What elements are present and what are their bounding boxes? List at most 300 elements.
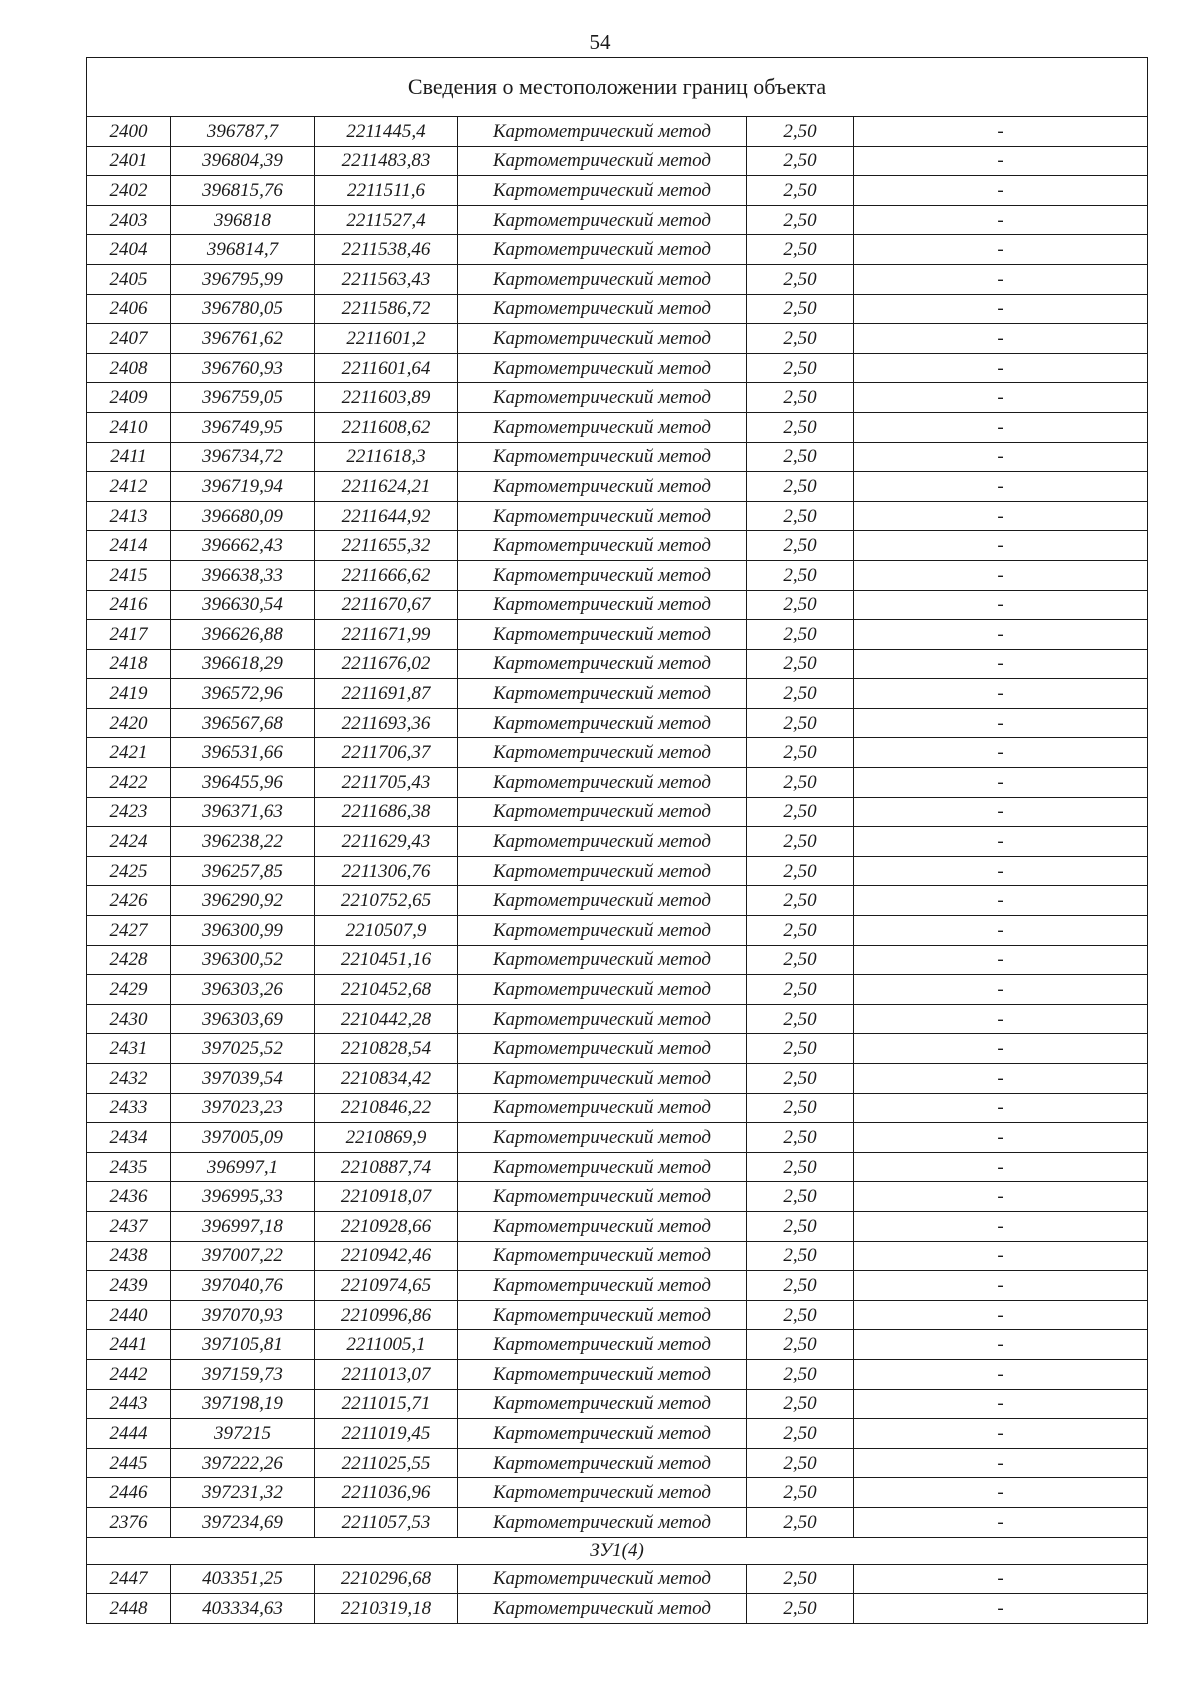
table-row	[87, 975, 1148, 1005]
point-number-cell: 2376	[87, 1507, 171, 1537]
x-coordinate-cell: 397039,54	[171, 1064, 315, 1094]
method-cell: Картометрический метод	[458, 324, 747, 354]
x-coordinate-cell: 396760,93	[171, 353, 315, 383]
accuracy-cell: 2,50	[747, 412, 854, 442]
description-cell: -	[854, 117, 1148, 147]
method-cell: Картометрический метод	[458, 1300, 747, 1330]
description-cell: -	[854, 1330, 1148, 1360]
point-number-cell: 2405	[87, 264, 171, 294]
x-coordinate-cell: 396662,43	[171, 531, 315, 561]
accuracy-cell: 2,50	[747, 1241, 854, 1271]
y-coordinate-cell: 2210869,9	[315, 1123, 458, 1153]
accuracy-cell: 2,50	[747, 1330, 854, 1360]
table-title-row	[87, 58, 1148, 117]
method-cell: Картометрический метод	[458, 649, 747, 679]
description-cell: -	[854, 708, 1148, 738]
method-cell: Картометрический метод	[458, 1034, 747, 1064]
method-cell: Картометрический метод	[458, 264, 747, 294]
y-coordinate-cell: 2211676,02	[315, 649, 458, 679]
x-coordinate-cell: 396238,22	[171, 827, 315, 857]
description-cell: -	[854, 886, 1148, 916]
point-number-cell: 2429	[87, 975, 171, 1005]
y-coordinate-cell: 2210887,74	[315, 1152, 458, 1182]
method-cell: Картометрический метод	[458, 1564, 747, 1594]
y-coordinate-cell: 2211483,83	[315, 146, 458, 176]
accuracy-cell: 2,50	[747, 1478, 854, 1508]
x-coordinate-cell: 396303,26	[171, 975, 315, 1005]
y-coordinate-cell: 2211624,21	[315, 472, 458, 502]
table-row	[87, 649, 1148, 679]
method-cell: Картометрический метод	[458, 1271, 747, 1301]
point-number-cell: 2424	[87, 827, 171, 857]
y-coordinate-cell: 2211538,46	[315, 235, 458, 265]
y-coordinate-cell: 2210996,86	[315, 1300, 458, 1330]
x-coordinate-cell: 396567,68	[171, 708, 315, 738]
x-coordinate-cell: 396300,99	[171, 916, 315, 946]
point-number-cell: 2448	[87, 1594, 171, 1624]
accuracy-cell: 2,50	[747, 797, 854, 827]
x-coordinate-cell: 396371,63	[171, 797, 315, 827]
accuracy-cell: 2,50	[747, 590, 854, 620]
point-number-cell: 2433	[87, 1093, 171, 1123]
method-cell: Картометрический метод	[458, 205, 747, 235]
x-coordinate-cell: 403334,63	[171, 1594, 315, 1624]
point-number-cell: 2430	[87, 1004, 171, 1034]
table-row	[87, 1448, 1148, 1478]
table-row	[87, 1330, 1148, 1360]
point-number-cell: 2408	[87, 353, 171, 383]
accuracy-cell: 2,50	[747, 679, 854, 709]
accuracy-cell: 2,50	[747, 1594, 854, 1624]
table-row	[87, 472, 1148, 502]
x-coordinate-cell: 396719,94	[171, 472, 315, 502]
section-label: ЗУ1(4)	[87, 1537, 1148, 1564]
accuracy-cell: 2,50	[747, 768, 854, 798]
table-row	[87, 590, 1148, 620]
x-coordinate-cell: 396804,39	[171, 146, 315, 176]
y-coordinate-cell: 2211691,87	[315, 679, 458, 709]
table-row	[87, 1241, 1148, 1271]
y-coordinate-cell: 2211670,67	[315, 590, 458, 620]
table-row	[87, 708, 1148, 738]
y-coordinate-cell: 2211527,4	[315, 205, 458, 235]
point-number-cell: 2413	[87, 501, 171, 531]
table-row	[87, 1359, 1148, 1389]
method-cell: Картометрический метод	[458, 797, 747, 827]
x-coordinate-cell: 396997,1	[171, 1152, 315, 1182]
method-cell: Картометрический метод	[458, 531, 747, 561]
accuracy-cell: 2,50	[747, 1448, 854, 1478]
x-coordinate-cell: 397005,09	[171, 1123, 315, 1153]
description-cell: -	[854, 1448, 1148, 1478]
table-row	[87, 1507, 1148, 1537]
description-cell: -	[854, 531, 1148, 561]
x-coordinate-cell: 397234,69	[171, 1507, 315, 1537]
x-coordinate-cell: 396795,99	[171, 264, 315, 294]
table-row	[87, 1152, 1148, 1182]
x-coordinate-cell: 396303,69	[171, 1004, 315, 1034]
point-number-cell: 2427	[87, 916, 171, 946]
accuracy-cell: 2,50	[747, 1389, 854, 1419]
point-number-cell: 2407	[87, 324, 171, 354]
table-row	[87, 294, 1148, 324]
point-number-cell: 2425	[87, 856, 171, 886]
accuracy-cell: 2,50	[747, 1507, 854, 1537]
accuracy-cell: 2,50	[747, 1182, 854, 1212]
description-cell: -	[854, 1123, 1148, 1153]
method-cell: Картометрический метод	[458, 590, 747, 620]
method-cell: Картометрический метод	[458, 768, 747, 798]
point-number-cell: 2423	[87, 797, 171, 827]
method-cell: Картометрический метод	[458, 1359, 747, 1389]
x-coordinate-cell: 396759,05	[171, 383, 315, 413]
accuracy-cell: 2,50	[747, 916, 854, 946]
method-cell: Картометрический метод	[458, 501, 747, 531]
x-coordinate-cell: 397023,23	[171, 1093, 315, 1123]
point-number-cell: 2410	[87, 412, 171, 442]
table-row	[87, 916, 1148, 946]
method-cell: Картометрический метод	[458, 1389, 747, 1419]
y-coordinate-cell: 2210319,18	[315, 1594, 458, 1624]
x-coordinate-cell: 397105,81	[171, 1330, 315, 1360]
table-row	[87, 442, 1148, 472]
y-coordinate-cell: 2210828,54	[315, 1034, 458, 1064]
y-coordinate-cell: 2211563,43	[315, 264, 458, 294]
accuracy-cell: 2,50	[747, 472, 854, 502]
y-coordinate-cell: 2211686,38	[315, 797, 458, 827]
x-coordinate-cell: 396572,96	[171, 679, 315, 709]
table-row	[87, 738, 1148, 768]
accuracy-cell: 2,50	[747, 1093, 854, 1123]
y-coordinate-cell: 2211036,96	[315, 1478, 458, 1508]
description-cell: -	[854, 1507, 1148, 1537]
point-number-cell: 2417	[87, 620, 171, 650]
table-row	[87, 324, 1148, 354]
description-cell: -	[854, 1419, 1148, 1449]
method-cell: Картометрический метод	[458, 1123, 747, 1153]
point-number-cell: 2422	[87, 768, 171, 798]
y-coordinate-cell: 2210452,68	[315, 975, 458, 1005]
y-coordinate-cell: 2210442,28	[315, 1004, 458, 1034]
method-cell: Картометрический метод	[458, 472, 747, 502]
description-cell: -	[854, 738, 1148, 768]
accuracy-cell: 2,50	[747, 1034, 854, 1064]
method-cell: Картометрический метод	[458, 1004, 747, 1034]
method-cell: Картометрический метод	[458, 886, 747, 916]
table-row	[87, 1093, 1148, 1123]
description-cell: -	[854, 560, 1148, 590]
point-number-cell: 2442	[87, 1359, 171, 1389]
x-coordinate-cell: 397070,93	[171, 1300, 315, 1330]
method-cell: Картометрический метод	[458, 176, 747, 206]
point-number-cell: 2401	[87, 146, 171, 176]
description-cell: -	[854, 856, 1148, 886]
point-number-cell: 2439	[87, 1271, 171, 1301]
description-cell: -	[854, 205, 1148, 235]
table-row	[87, 1478, 1148, 1508]
y-coordinate-cell: 2210942,46	[315, 1241, 458, 1271]
method-cell: Картометрический метод	[458, 146, 747, 176]
point-number-cell: 2438	[87, 1241, 171, 1271]
y-coordinate-cell: 2211706,37	[315, 738, 458, 768]
y-coordinate-cell: 2210296,68	[315, 1564, 458, 1594]
table-row	[87, 117, 1148, 147]
accuracy-cell: 2,50	[747, 1359, 854, 1389]
method-cell: Картометрический метод	[458, 1093, 747, 1123]
y-coordinate-cell: 2211603,89	[315, 383, 458, 413]
description-cell: -	[854, 1359, 1148, 1389]
point-number-cell: 2445	[87, 1448, 171, 1478]
point-number-cell: 2444	[87, 1419, 171, 1449]
description-cell: -	[854, 797, 1148, 827]
point-number-cell: 2441	[87, 1330, 171, 1360]
y-coordinate-cell: 2211015,71	[315, 1389, 458, 1419]
accuracy-cell: 2,50	[747, 560, 854, 590]
method-cell: Картометрический метод	[458, 916, 747, 946]
accuracy-cell: 2,50	[747, 531, 854, 561]
point-number-cell: 2409	[87, 383, 171, 413]
point-number-cell: 2421	[87, 738, 171, 768]
y-coordinate-cell: 2211601,64	[315, 353, 458, 383]
method-cell: Картометрический метод	[458, 1478, 747, 1508]
method-cell: Картометрический метод	[458, 1182, 747, 1212]
table-row	[87, 560, 1148, 590]
x-coordinate-cell: 396749,95	[171, 412, 315, 442]
table-row	[87, 383, 1148, 413]
y-coordinate-cell: 2210507,9	[315, 916, 458, 946]
table-row	[87, 797, 1148, 827]
table-row	[87, 501, 1148, 531]
y-coordinate-cell: 2211705,43	[315, 768, 458, 798]
y-coordinate-cell: 2210974,65	[315, 1271, 458, 1301]
method-cell: Картометрический метод	[458, 1448, 747, 1478]
x-coordinate-cell: 396300,52	[171, 945, 315, 975]
table-row	[87, 176, 1148, 206]
accuracy-cell: 2,50	[747, 501, 854, 531]
method-cell: Картометрический метод	[458, 235, 747, 265]
point-number-cell: 2437	[87, 1211, 171, 1241]
x-coordinate-cell: 397040,76	[171, 1271, 315, 1301]
table-title: Сведения о местоположении границ объекта	[87, 58, 1148, 117]
point-number-cell: 2446	[87, 1478, 171, 1508]
table-row	[87, 1300, 1148, 1330]
accuracy-cell: 2,50	[747, 1064, 854, 1094]
x-coordinate-cell: 403351,25	[171, 1564, 315, 1594]
method-cell: Картометрический метод	[458, 827, 747, 857]
table-row	[87, 945, 1148, 975]
x-coordinate-cell: 396531,66	[171, 738, 315, 768]
description-cell: -	[854, 1211, 1148, 1241]
description-cell: -	[854, 1564, 1148, 1594]
point-number-cell: 2403	[87, 205, 171, 235]
table-row	[87, 1182, 1148, 1212]
description-cell: -	[854, 1478, 1148, 1508]
y-coordinate-cell: 2210928,66	[315, 1211, 458, 1241]
description-cell: -	[854, 975, 1148, 1005]
x-coordinate-cell: 397159,73	[171, 1359, 315, 1389]
method-cell: Картометрический метод	[458, 1330, 747, 1360]
x-coordinate-cell: 396815,76	[171, 176, 315, 206]
accuracy-cell: 2,50	[747, 1271, 854, 1301]
accuracy-cell: 2,50	[747, 146, 854, 176]
y-coordinate-cell: 2211644,92	[315, 501, 458, 531]
point-number-cell: 2436	[87, 1182, 171, 1212]
method-cell: Картометрический метод	[458, 945, 747, 975]
table-row	[87, 264, 1148, 294]
accuracy-cell: 2,50	[747, 353, 854, 383]
y-coordinate-cell: 2211618,3	[315, 442, 458, 472]
description-cell: -	[854, 827, 1148, 857]
method-cell: Картометрический метод	[458, 560, 747, 590]
description-cell: -	[854, 235, 1148, 265]
accuracy-cell: 2,50	[747, 827, 854, 857]
accuracy-cell: 2,50	[747, 620, 854, 650]
x-coordinate-cell: 396618,29	[171, 649, 315, 679]
accuracy-cell: 2,50	[747, 1300, 854, 1330]
point-number-cell: 2434	[87, 1123, 171, 1153]
x-coordinate-cell: 396995,33	[171, 1182, 315, 1212]
table-row	[87, 768, 1148, 798]
description-cell: -	[854, 945, 1148, 975]
y-coordinate-cell: 2211019,45	[315, 1419, 458, 1449]
method-cell: Картометрический метод	[458, 679, 747, 709]
x-coordinate-cell: 396734,72	[171, 442, 315, 472]
method-cell: Картометрический метод	[458, 1152, 747, 1182]
table-row	[87, 679, 1148, 709]
description-cell: -	[854, 768, 1148, 798]
description-cell: -	[854, 176, 1148, 206]
y-coordinate-cell: 2210834,42	[315, 1064, 458, 1094]
description-cell: -	[854, 1034, 1148, 1064]
description-cell: -	[854, 620, 1148, 650]
method-cell: Картометрический метод	[458, 708, 747, 738]
accuracy-cell: 2,50	[747, 205, 854, 235]
description-cell: -	[854, 1300, 1148, 1330]
point-number-cell: 2416	[87, 590, 171, 620]
description-cell: -	[854, 324, 1148, 354]
x-coordinate-cell: 397222,26	[171, 1448, 315, 1478]
x-coordinate-cell: 397198,19	[171, 1389, 315, 1419]
accuracy-cell: 2,50	[747, 442, 854, 472]
y-coordinate-cell: 2210752,65	[315, 886, 458, 916]
y-coordinate-cell: 2211666,62	[315, 560, 458, 590]
y-coordinate-cell: 2211511,6	[315, 176, 458, 206]
description-cell: -	[854, 294, 1148, 324]
point-number-cell: 2402	[87, 176, 171, 206]
y-coordinate-cell: 2211601,2	[315, 324, 458, 354]
description-cell: -	[854, 1594, 1148, 1624]
description-cell: -	[854, 264, 1148, 294]
x-coordinate-cell: 396780,05	[171, 294, 315, 324]
table-row	[87, 1419, 1148, 1449]
method-cell: Картометрический метод	[458, 117, 747, 147]
point-number-cell: 2435	[87, 1152, 171, 1182]
method-cell: Картометрический метод	[458, 442, 747, 472]
description-cell: -	[854, 1004, 1148, 1034]
y-coordinate-cell: 2211306,76	[315, 856, 458, 886]
method-cell: Картометрический метод	[458, 620, 747, 650]
y-coordinate-cell: 2210846,22	[315, 1093, 458, 1123]
description-cell: -	[854, 1389, 1148, 1419]
y-coordinate-cell: 2211013,07	[315, 1359, 458, 1389]
accuracy-cell: 2,50	[747, 738, 854, 768]
method-cell: Картометрический метод	[458, 1419, 747, 1449]
accuracy-cell: 2,50	[747, 708, 854, 738]
accuracy-cell: 2,50	[747, 383, 854, 413]
point-number-cell: 2406	[87, 294, 171, 324]
description-cell: -	[854, 1064, 1148, 1094]
point-number-cell: 2447	[87, 1564, 171, 1594]
description-cell: -	[854, 472, 1148, 502]
page-number: 54	[589, 30, 611, 54]
point-number-cell: 2428	[87, 945, 171, 975]
x-coordinate-cell: 396997,18	[171, 1211, 315, 1241]
accuracy-cell: 2,50	[747, 945, 854, 975]
accuracy-cell: 2,50	[747, 1152, 854, 1182]
boundary-coordinates-table	[86, 57, 1148, 1624]
point-number-cell: 2432	[87, 1064, 171, 1094]
y-coordinate-cell: 2211608,62	[315, 412, 458, 442]
accuracy-cell: 2,50	[747, 294, 854, 324]
method-cell: Картометрический метод	[458, 1507, 747, 1537]
table-row	[87, 1123, 1148, 1153]
point-number-cell: 2400	[87, 117, 171, 147]
table-body	[87, 58, 1148, 1624]
x-coordinate-cell: 397025,52	[171, 1034, 315, 1064]
point-number-cell: 2415	[87, 560, 171, 590]
method-cell: Картометрический метод	[458, 856, 747, 886]
description-cell: -	[854, 353, 1148, 383]
description-cell: -	[854, 649, 1148, 679]
point-number-cell: 2440	[87, 1300, 171, 1330]
description-cell: -	[854, 1241, 1148, 1271]
point-number-cell: 2418	[87, 649, 171, 679]
table-row	[87, 1004, 1148, 1034]
description-cell: -	[854, 590, 1148, 620]
accuracy-cell: 2,50	[747, 1564, 854, 1594]
description-cell: -	[854, 679, 1148, 709]
table-row	[87, 1211, 1148, 1241]
y-coordinate-cell: 2211693,36	[315, 708, 458, 738]
method-cell: Картометрический метод	[458, 1241, 747, 1271]
method-cell: Картометрический метод	[458, 1594, 747, 1624]
accuracy-cell: 2,50	[747, 856, 854, 886]
point-number-cell: 2411	[87, 442, 171, 472]
table-row	[87, 856, 1148, 886]
method-cell: Картометрический метод	[458, 383, 747, 413]
x-coordinate-cell: 396814,7	[171, 235, 315, 265]
table-row	[87, 1389, 1148, 1419]
description-cell: -	[854, 383, 1148, 413]
point-number-cell: 2414	[87, 531, 171, 561]
y-coordinate-cell: 2211671,99	[315, 620, 458, 650]
description-cell: -	[854, 1271, 1148, 1301]
table-row	[87, 827, 1148, 857]
point-number-cell: 2404	[87, 235, 171, 265]
description-cell: -	[854, 1093, 1148, 1123]
y-coordinate-cell: 2211005,1	[315, 1330, 458, 1360]
y-coordinate-cell: 2211586,72	[315, 294, 458, 324]
x-coordinate-cell: 397215	[171, 1419, 315, 1449]
description-cell: -	[854, 501, 1148, 531]
y-coordinate-cell: 2211025,55	[315, 1448, 458, 1478]
x-coordinate-cell: 396626,88	[171, 620, 315, 650]
accuracy-cell: 2,50	[747, 1123, 854, 1153]
table-row	[87, 353, 1148, 383]
x-coordinate-cell: 396455,96	[171, 768, 315, 798]
description-cell: -	[854, 146, 1148, 176]
point-number-cell: 2420	[87, 708, 171, 738]
